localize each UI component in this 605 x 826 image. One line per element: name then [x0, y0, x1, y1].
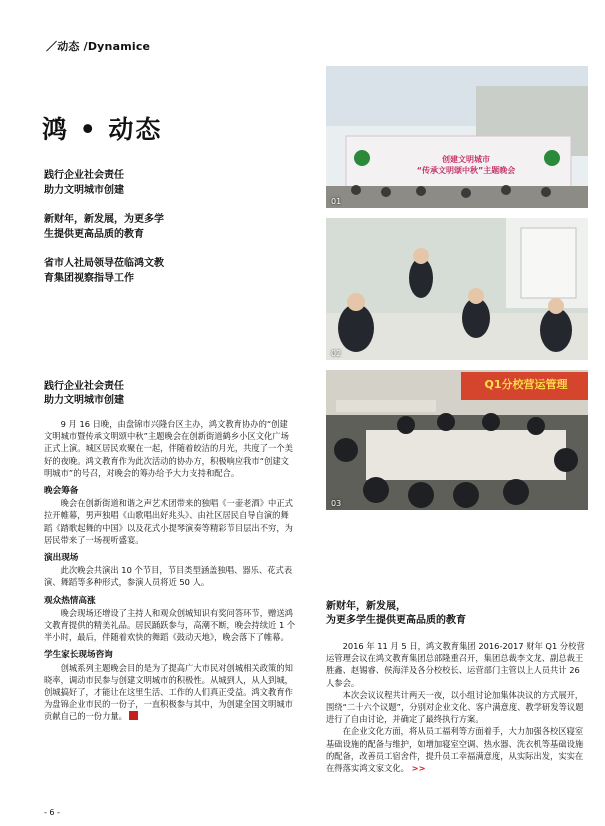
section-text: 晚会现场还增设了主持人和观众创城知识有奖问答环节，赠送鸿文教育提供的精美礼品。居民踊跃参与，高潮不断，晚会持续近 1 个半小时，最后，伴随着欢快的舞蹈《鼓动天地》，晚会落下了帷幕。	[44, 607, 296, 643]
article-intro: 9 月 16 日晚，由盘锦市兴隆台区主办，鸿文教育协办的“创建文明城市暨传承文明颂中秋”主题晚会在创新街道鹤乡小区文化广场正式上演。城区居民欢聚在一起，伴随着皎洁的月光，共度了一个美好的夜晚。鸿文教育作为此次活动的协办方，积极响应我市“创建文明城市”的号召，对晚会的筹办给予大力支持和配合。	[44, 419, 293, 478]
section-tag: ／动态 /Dynamice	[46, 40, 151, 53]
meeting-illustration	[326, 218, 588, 360]
page-number: - 6 -	[44, 808, 60, 817]
article-title-line: 助力文明城市创建	[44, 395, 124, 406]
continue-arrow-icon[interactable]: >>	[411, 763, 426, 774]
photo-conference	[326, 370, 588, 510]
article-paragraph	[326, 725, 586, 774]
article-title-line: 践行企业社会责任	[44, 381, 124, 392]
section-heading: 演出现场	[44, 553, 79, 564]
conference-banner-text: Q1分校营运管理	[484, 378, 568, 391]
stage-event-illustration	[326, 66, 588, 208]
article-paragraph-body: 在企业文化方面，将从员工福利等方面着手，大力加强各校区寝室基础设施的配备与维护，如增加寝室空调、热水器、洗衣机等基础设施的配备，改善员工宿舍件，提升员工幸福满意度，从实际出发，实实在在得落实鸿文家文化。	[326, 726, 584, 774]
stage-banner-text: 创建文明城市 “传承文明颂中秋”主题晚会	[416, 155, 516, 175]
table-of-contents	[44, 168, 204, 300]
photo-number: 02	[331, 349, 342, 358]
photo-number: 03	[331, 499, 342, 508]
article-title-line: 新财年，新发展，	[326, 601, 406, 612]
photo-meeting	[326, 218, 588, 360]
section-text	[44, 662, 296, 723]
section-text-body: 创城系列主题晚会目的是为了提高广大市民对创城相关政策的知晓率，调动市民参与创建文明城市的积极性。从城到人，从人到城，创城搞好了，才能让在这里生活、工作的人们真正受益。鸿文教育作为盘锦企业市民的一份子，一直积极参与其中，为创建全国文明城市贡献自己的一份力量。	[44, 662, 293, 722]
article-civic-event	[44, 380, 296, 723]
section-text: 此次晚会共演出 10 个节目，节目类型涵盖独唱、器乐、花式表演、舞蹈等多种形式，参演人员将近 50 人。	[44, 565, 293, 588]
toc-item[interactable]: 新财年，新发展，为更多学 生提供更高品质的教育	[44, 214, 164, 240]
section-heading: 观众热情高涨	[44, 595, 96, 606]
end-mark-icon	[129, 711, 138, 720]
photo-stage-event	[326, 66, 588, 208]
toc-item[interactable]: 省市人社局领导莅临鸿文教 育集团视察指导工作	[44, 258, 164, 284]
toc-item[interactable]: 践行企业社会责任 助力文明城市创建	[44, 170, 124, 196]
section-text: 晚会在创新街道和谐之声艺术团带来的独唱《一壶老酒》中正式拉开帷幕，男声独唱《山歌唱出好兆头》、由社区居民自导自演的舞蹈《踏歌起舞的中国》以及花式小提琴演奏等精彩节目层出不穷，为居民带来了一场视听盛宴。	[44, 498, 293, 545]
article-fiscal-year	[326, 600, 586, 774]
section-heading: 学生家长现场咨询	[44, 650, 113, 661]
article-title-line: 为更多学生提供更高品质的教育	[326, 615, 466, 626]
photo-number: 01	[331, 197, 342, 206]
article-paragraph: 本次会议议程共计两天一夜，以小组讨论加集体决议的方式展开，围绕“二十六个议题”，分别对企业文化、客户满意度、教学研发等议题进行了自由讨论，并确定了最终执行方案。	[326, 689, 584, 725]
page-title: 鸿 • 动态	[42, 115, 163, 144]
article-paragraph: 2016 年 11 月 5 日，鸿文教育集团 2016-2017 财年 Q1 分校营运管理会议在鸿文教育集团总部隆重召开，集团总裁李文龙、副总裁王胜鑫、赵锡睿、侯海洋及各分校校长、运营部门主管以上人员共计 26 人参会。	[326, 641, 585, 688]
section-heading: 晚会筹备	[44, 486, 79, 497]
